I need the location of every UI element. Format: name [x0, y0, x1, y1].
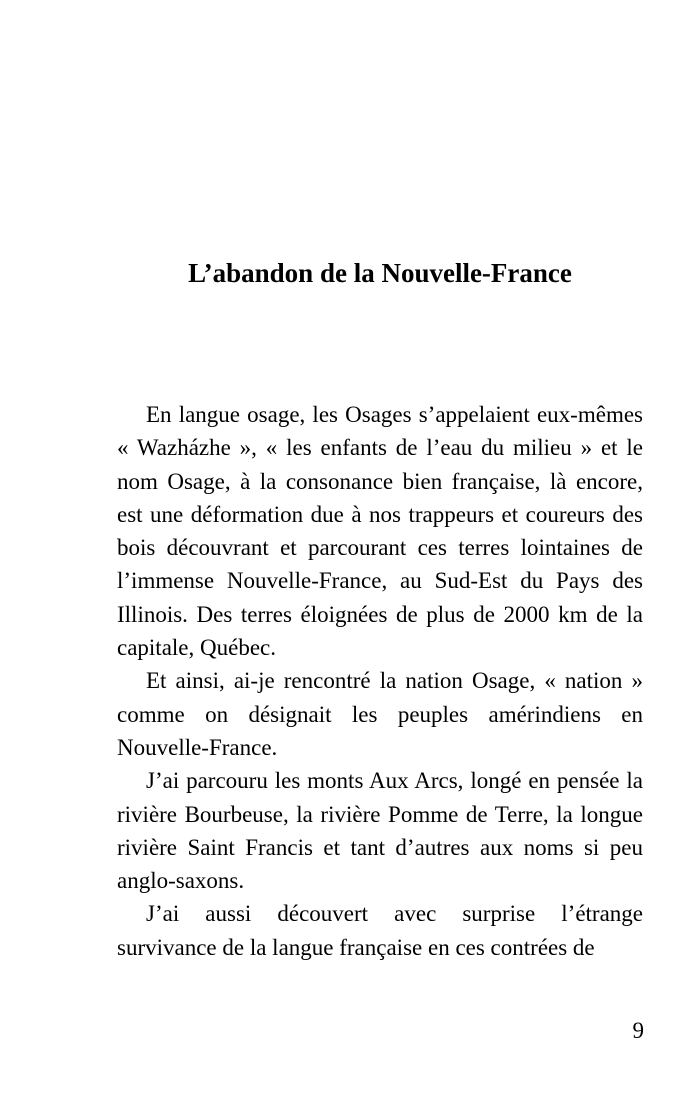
chapter-title: L’abandon de la Nouvelle-France — [188, 258, 572, 288]
paragraph: J’ai parcouru les monts Aux Arcs, longé en pensée la rivière Bourbeuse, la rivière Pomme de Terre, la longue rivière Saint Francis et tant d’autres aux noms si peu anglo-saxons. — [117, 768, 643, 894]
paragraph: J’ai aussi découvert avec surprise l’étrange survivance de la langue française en ces contrées de — [117, 901, 643, 960]
page-number: 9 — [632, 1018, 644, 1043]
paragraph: En langue osage, les Osages s’appelaient eux-mêmes « Wazházhe », « les enfants de l’eau du milieu » et le nom Osage, à la consonance bien française, là encore, est une déformation due à nos trappeurs et coureurs des bois découvrant et parcourant ces terres lointaines de l’immense Nouvelle-France, au Sud-Est du Pays des Illinois. Des terres éloignées de plus de 2000 km de la capitale, Québec. — [117, 402, 643, 661]
body-text — [117, 398, 643, 964]
paragraph: Et ainsi, ai-je rencontré la nation Osage, « nation » comme on désignait les peuples amérindiens en Nouvelle-France. — [117, 668, 643, 760]
